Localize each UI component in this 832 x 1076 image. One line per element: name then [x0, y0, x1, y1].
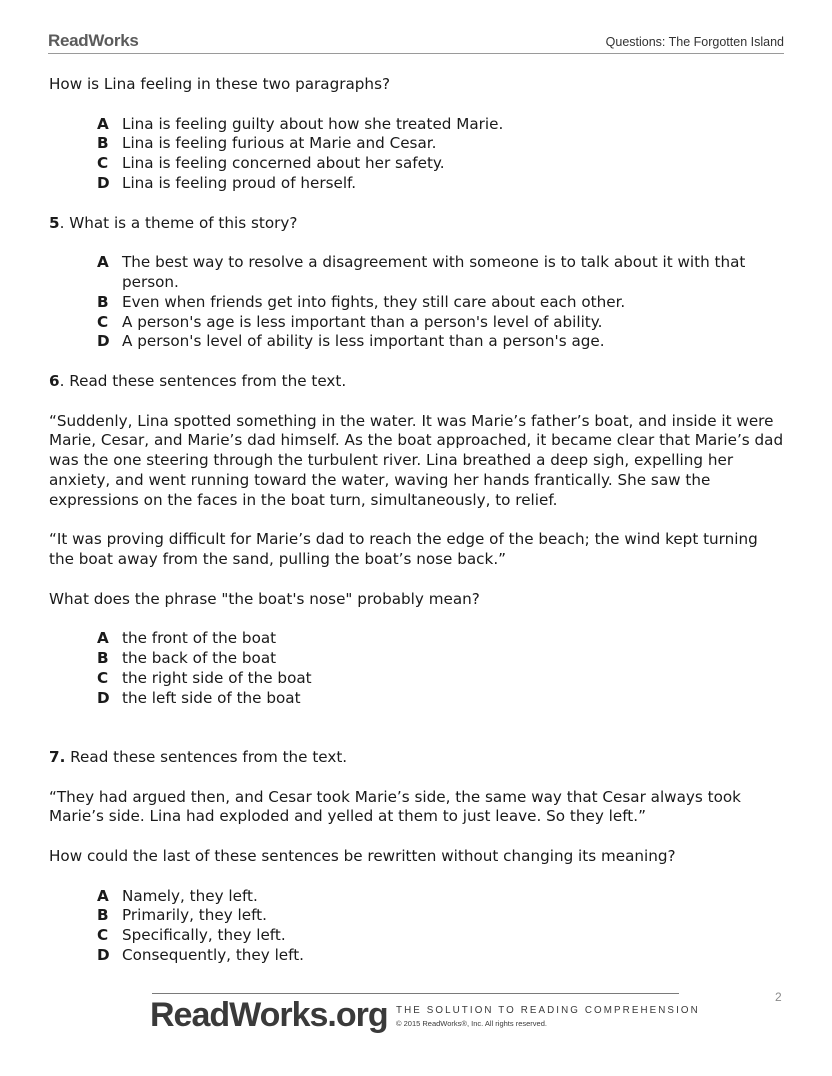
option-letter: D: [97, 332, 110, 351]
answer-option[interactable]: [97, 253, 784, 293]
answer-option[interactable]: [97, 154, 784, 174]
option-text: The best way to resolve a disagreement with someone is to talk about it with that person.: [122, 253, 746, 291]
option-letter: C: [97, 154, 109, 173]
option-text: Consequently, they left.: [122, 946, 304, 965]
answer-option[interactable]: [97, 629, 784, 649]
questions-body: [49, 75, 784, 966]
option-text: Lina is feeling proud of herself.: [122, 173, 357, 192]
option-text: Primarily, they left.: [122, 906, 267, 925]
option-letter: B: [97, 134, 109, 153]
answer-option[interactable]: [97, 649, 784, 669]
answer-option[interactable]: [97, 926, 784, 946]
answer-option[interactable]: [97, 134, 784, 154]
option-letter: D: [97, 688, 110, 707]
option-text: Lina is feeling furious at Marie and Cesar.: [122, 134, 437, 153]
answer-option[interactable]: [97, 293, 784, 313]
option-text: the back of the boat: [122, 649, 277, 668]
answer-option[interactable]: [97, 906, 784, 926]
footer-divider: [152, 993, 679, 994]
option-text: Lina is feeling guilty about how she treated Marie.: [122, 114, 504, 133]
answer-option[interactable]: [97, 946, 784, 966]
q7-question: How could the last of these sentences be rewritten without changing its meaning?: [49, 847, 676, 866]
option-text: the front of the boat: [122, 629, 277, 648]
answer-option[interactable]: [97, 115, 784, 135]
option-letter: A: [97, 886, 109, 905]
option-text: the left side of the boat: [122, 688, 301, 707]
footer-tagline: THE SOLUTION TO READING COMPREHENSION: [396, 1005, 700, 1016]
option-letter: A: [97, 114, 109, 133]
answer-option[interactable]: [97, 174, 784, 194]
q6-question: What does the phrase "the boat's nose" probably mean?: [49, 589, 480, 608]
q7-prompt: [49, 748, 784, 768]
page-number: 2: [775, 990, 782, 1004]
option-letter: D: [97, 946, 110, 965]
header-title: Questions: The Forgotten Island: [605, 35, 784, 49]
option-letter: B: [97, 906, 109, 925]
option-letter: A: [97, 253, 109, 272]
option-letter: A: [97, 629, 109, 648]
option-letter: B: [97, 292, 109, 311]
footer-copyright: © 2015 ReadWorks®, Inc. All rights reserved.: [396, 1019, 547, 1028]
option-text: Lina is feeling concerned about her safety.: [122, 154, 445, 173]
option-text: A person's level of ability is less important than a person's age.: [122, 332, 605, 351]
answer-option[interactable]: [97, 887, 784, 907]
q6-prompt: [49, 372, 784, 392]
answer-option[interactable]: [97, 313, 784, 333]
answer-option[interactable]: [97, 689, 784, 709]
question-text: . What is a theme of this story?: [59, 213, 298, 232]
q5-prompt: [49, 214, 784, 234]
answer-option[interactable]: [97, 332, 784, 352]
q4-options: [49, 115, 784, 194]
q7-quote: “They had argued then, and Cesar took Marie’s side, the same way that Cesar always took Marie’s side. Lina had exploded and yelled at them to just leave. So they left.”: [49, 787, 741, 826]
option-text: Specifically, they left.: [122, 926, 286, 945]
q6-quote-2: “It was proving difficult for Marie’s dad to reach the edge of the beach; the wind kept turning the boat away from the sand, pulling the boat’s nose back.”: [49, 530, 758, 569]
header-divider: [48, 53, 784, 54]
option-letter: C: [97, 926, 109, 945]
q7-options: [49, 887, 784, 966]
q6-quote-1: “Suddenly, Lina spotted something in the water. It was Marie’s father’s boat, and inside it were Marie, Cesar, and Marie’s dad himself. As the boat approached, it became clear that Marie’s dad was the one steering through the turbulent river. Lina breathed a deep sigh, expelling her anxiety, and went running toward the water, waving her hands frantically. She saw the expressions on the faces in the boat turn, simultaneously, to relief.: [49, 411, 784, 509]
answer-option[interactable]: [97, 669, 784, 689]
question-text: Read these sentences from the text.: [65, 748, 348, 767]
option-letter: C: [97, 312, 109, 331]
question-number: 6: [49, 371, 60, 390]
option-text: A person's age is less important than a person's level of ability.: [122, 312, 603, 331]
question-number: 7.: [49, 748, 66, 767]
q4-prompt: How is Lina feeling in these two paragraphs?: [49, 75, 391, 93]
option-letter: B: [97, 649, 109, 668]
option-letter: C: [97, 668, 109, 687]
question-text: . Read these sentences from the text.: [59, 371, 347, 390]
option-text: Namely, they left.: [122, 886, 258, 905]
q5-options: [49, 253, 784, 352]
option-text: Even when friends get into fights, they still care about each other.: [122, 292, 626, 311]
question-number: 5: [49, 213, 60, 232]
q6-options: [49, 629, 784, 708]
option-letter: D: [97, 173, 110, 192]
footer-logo: ReadWorks.org: [150, 996, 388, 1034]
header-logo: ReadWorks: [48, 31, 139, 50]
option-text: the right side of the boat: [122, 668, 312, 687]
